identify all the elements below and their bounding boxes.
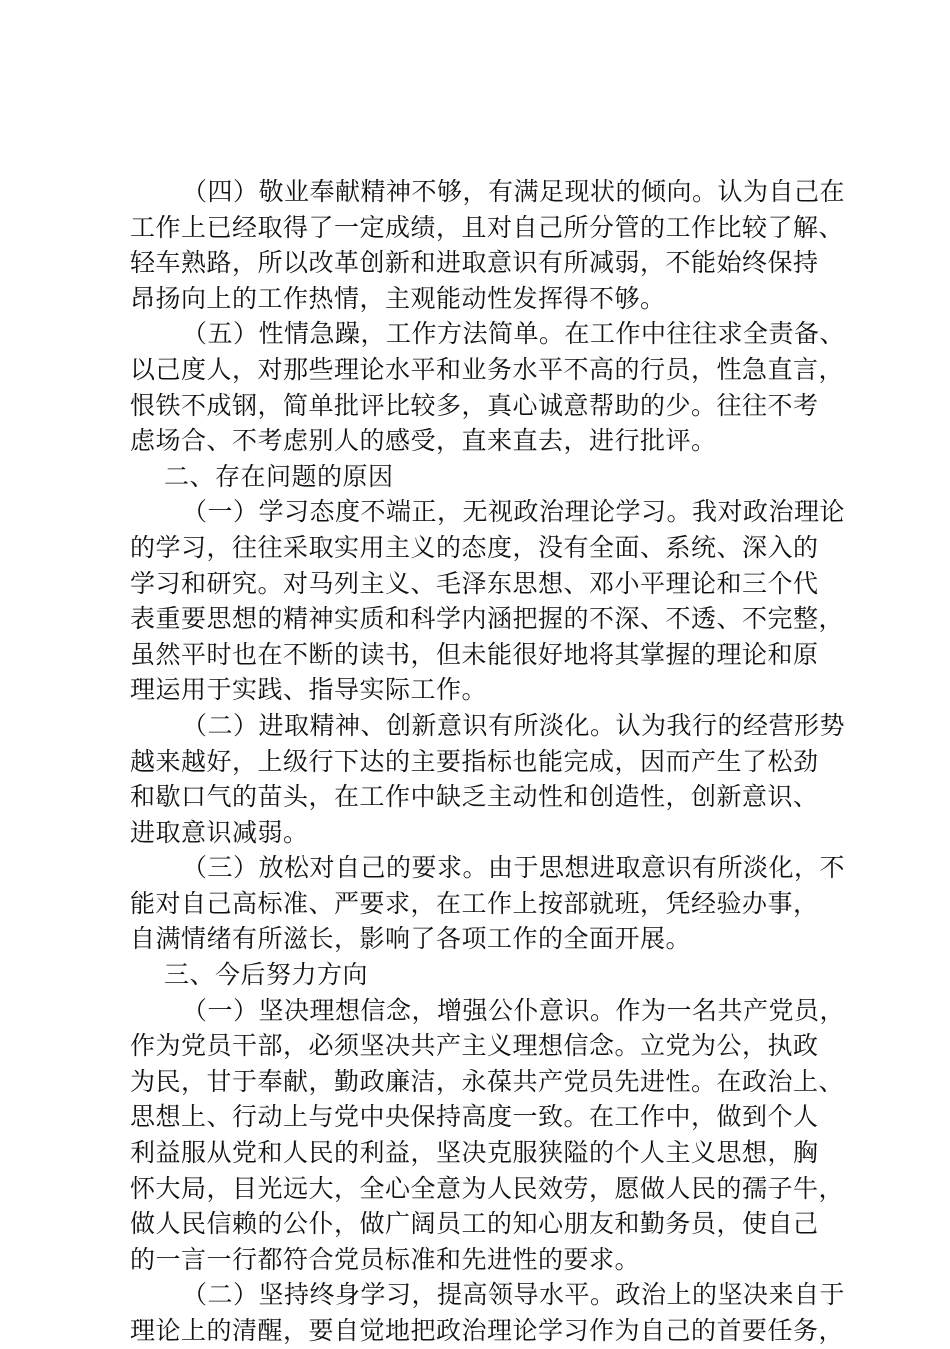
paragraph-line: 理论上的清醒，要自觉地把政治理论学习作为自己的首要任务， — [130, 1316, 845, 1345]
paragraph-line: 学习和研究。对马列主义、毛泽东思想、邓小平理论和三个代 — [130, 568, 819, 598]
paragraph-line: 的学习，往往采取实用主义的态度，没有全面、系统、深入的 — [130, 532, 819, 562]
paragraph-line: （五）性情急躁，工作方法简单。在工作中往往求全责备、 — [182, 319, 846, 349]
paragraph-line: （四）敬业奉献精神不够，有满足现状的倾向。认为自己在 — [182, 177, 846, 206]
paragraph-line: （一）学习态度不端正，无视政治理论学习。我对政治理论 — [182, 497, 846, 527]
paragraph-line: 作为党员干部，必须坚决共产主义理想信念。立党为公，执政 — [130, 1031, 819, 1061]
paragraph-line: 能对自己高标准、严要求，在工作上按部就班，凭经验办事， — [130, 888, 819, 918]
document-body — [130, 174, 850, 1349]
paragraph-line: 越来越好，上级行下达的主要指标也能完成，因而产生了松劲 — [130, 746, 819, 776]
paragraph-line: 表重要思想的精神实质和科学内涵把握的不深、不透、不完整， — [130, 604, 845, 634]
paragraph-line: 工作上已经取得了一定成绩，且对自己所分管的工作比较了解、 — [130, 212, 845, 242]
paragraph-line: （一）坚决理想信念，增强公仆意识。作为一名共产党员， — [182, 995, 846, 1025]
section-heading: 二、存在问题的原因 — [164, 461, 394, 491]
paragraph-line: 为民，甘于奉献，勤政廉洁，永葆共产党员先进性。在政治上、 — [130, 1066, 845, 1096]
paragraph-line: （三）放松对自己的要求。由于思想进取意识有所淡化，不 — [182, 853, 846, 883]
paragraph-line: 做人民信赖的公仆，做广阔员工的知心朋友和勤务员，使自己 — [130, 1209, 819, 1239]
paragraph-line: 进取意识减弱。 — [130, 817, 309, 847]
paragraph-line: 以己度人，对那些理论水平和业务水平不高的行员，性急直言， — [130, 354, 845, 384]
paragraph-line: 理运用于实践、指导实际工作。 — [130, 675, 488, 705]
paragraph-line: 虽然平时也在不断的读书，但未能很好地将其掌握的理论和原 — [130, 639, 819, 669]
paragraph-line: 怀大局，目光远大，全心全意为人民效劳，愿做人民的孺子牛， — [130, 1173, 845, 1203]
paragraph-line: 和歇口气的苗头，在工作中缺乏主动性和创造性，创新意识、 — [130, 782, 819, 812]
paragraph-line: 恨铁不成钢，简单批评比较多，真心诚意帮助的少。往往不考 — [130, 390, 819, 420]
paragraph-line: 昂扬向上的工作热情，主观能动性发挥得不够。 — [130, 283, 666, 313]
paragraph-line: 虑场合、不考虑别人的感受，直来直去，进行批评。 — [130, 426, 717, 456]
paragraph-line: 思想上、行动上与党中央保持高度一致。在工作中，做到个人 — [130, 1102, 819, 1132]
paragraph-line: 的一言一行都符合党员标准和先进性的要求。 — [130, 1244, 641, 1274]
paragraph-line: （二）坚持终身学习，提高领导水平。政治上的坚决来自于 — [182, 1280, 846, 1310]
paragraph-line: 自满情绪有所滋长，影响了各项工作的全面开展。 — [130, 924, 692, 954]
paragraph-line: 利益服从党和人民的利益，坚决克服狭隘的个人主义思想，胸 — [130, 1138, 819, 1168]
paragraph-line: 轻车熟路，所以改革创新和进取意识有所减弱，不能始终保持 — [130, 248, 819, 278]
paragraph-line: （二）进取精神、创新意识有所淡化。认为我行的经营形势 — [182, 710, 846, 740]
section-heading: 三、今后努力方向 — [164, 960, 369, 990]
